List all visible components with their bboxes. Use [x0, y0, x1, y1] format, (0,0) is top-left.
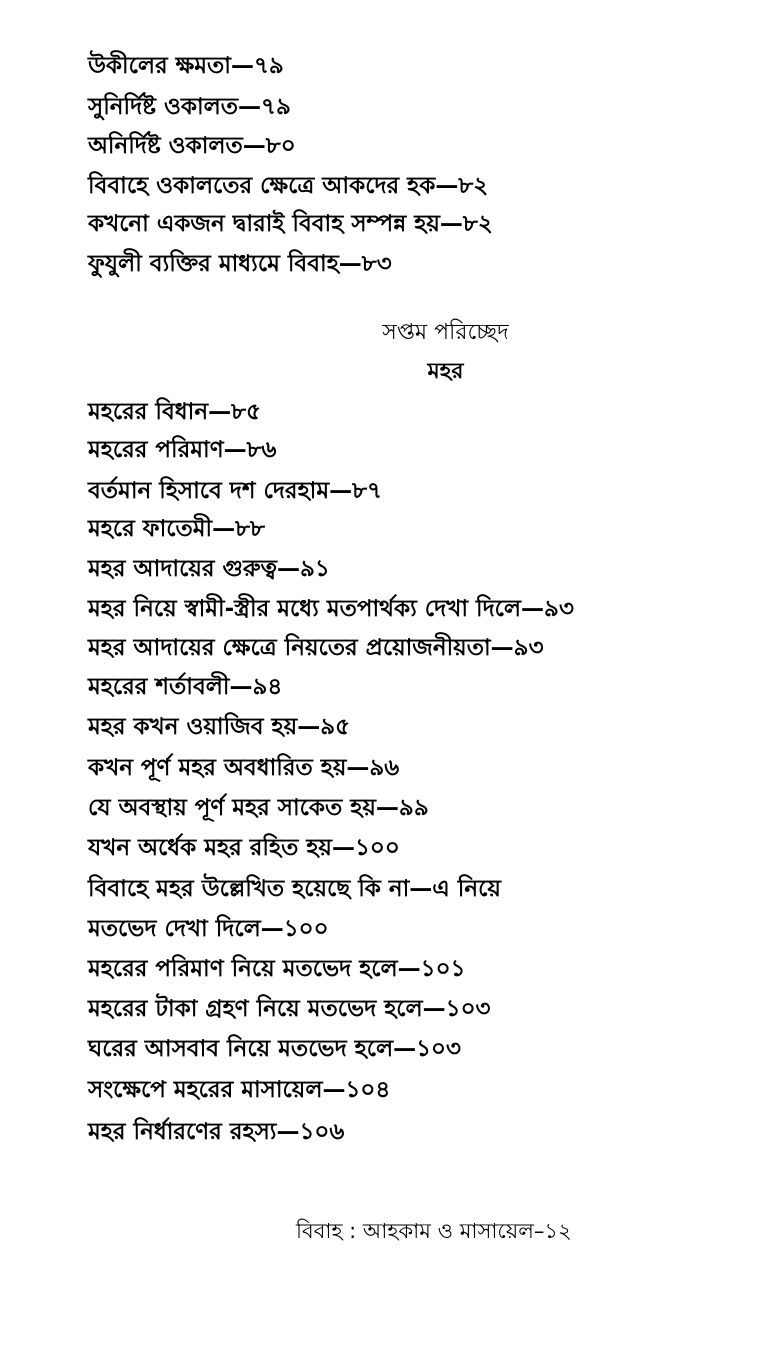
toc-entry: সংক্ষেপে মহরের মাসায়েল—১০৪: [88, 1077, 391, 1103]
toc-entry: মহরে ফাতেমী—৮৮: [88, 516, 265, 542]
chapter-heading: সপ্তম পরিচ্ছেদ: [382, 320, 509, 345]
toc-entry: ফুযুলী ব্যক্তির মাধ্যমে বিবাহ—৮৩: [88, 251, 392, 277]
running-footer: বিবাহ : আহকাম ও মাসায়েল–১২: [296, 1219, 572, 1243]
toc-entry: কখন পূর্ণ মহর অবধারিত হয়—৯৬: [88, 755, 400, 781]
toc-entry: মহর নিয়ে স্বামী-স্ত্রীর মধ্যে মতপার্থক্য দেখা দিলে—৯৩: [88, 596, 574, 622]
toc-entry: বিবাহে ওকালতের ক্ষেত্রে আকদের হক—৮২: [88, 173, 489, 199]
toc-entry: মহর আদায়ের ক্ষেত্রে নিয়তের প্রয়োজনীয়তা—৯৩: [88, 635, 544, 661]
toc-entry: মহর আদায়ের গুরুত্ব—৯১: [88, 556, 330, 582]
toc-entry: কখনো একজন দ্বারাই বিবাহ সম্পন্ন হয়—৮২: [88, 211, 493, 237]
toc-entry: মহর নির্ধারণের রহস্য—১০৬: [88, 1119, 345, 1145]
toc-entry: মহর কখন ওয়াজিব হয়—৯৫: [88, 714, 351, 740]
toc-entry: মহরের শর্তাবলী—৯৪: [88, 674, 283, 700]
toc-entry: মতভেদ দেখা দিলে—১০০: [88, 916, 329, 942]
toc-entry: মহরের টাকা গ্রহণ নিয়ে মতভেদ হলে—১০৩: [88, 996, 491, 1022]
toc-entry: উকীলের ক্ষমতা—৭৯: [88, 53, 284, 79]
toc-entry: যে অবস্থায় পূর্ণ মহর সাকেত হয়—৯৯: [88, 795, 429, 821]
section-heading: মহর: [427, 359, 464, 384]
toc-entry: ঘরের আসবাব নিয়ে মতভেদ হলে—১০৩: [88, 1036, 461, 1062]
toc-entry: বিবাহে মহর উল্লেখিত হয়েছে কি না—এ নিয়ে: [88, 876, 501, 902]
toc-entry: অনির্দিষ্ট ওকালত—৮০: [88, 133, 296, 159]
toc-entry: যখন অর্ধেক মহর রহিত হয়—১০০: [88, 835, 400, 861]
toc-entry: বর্তমান হিসাবে দশ দেরহাম—৮৭: [88, 478, 382, 504]
toc-entry: মহরের বিধান—৮৫: [88, 399, 261, 425]
toc-entry: সুনির্দিষ্ট ওকালত—৭৯: [88, 94, 291, 120]
toc-entry: মহরের পরিমাণ নিয়ে মতভেদ হলে—১০১: [88, 956, 466, 982]
toc-entry: মহরের পরিমাণ—৮৬: [88, 437, 277, 463]
